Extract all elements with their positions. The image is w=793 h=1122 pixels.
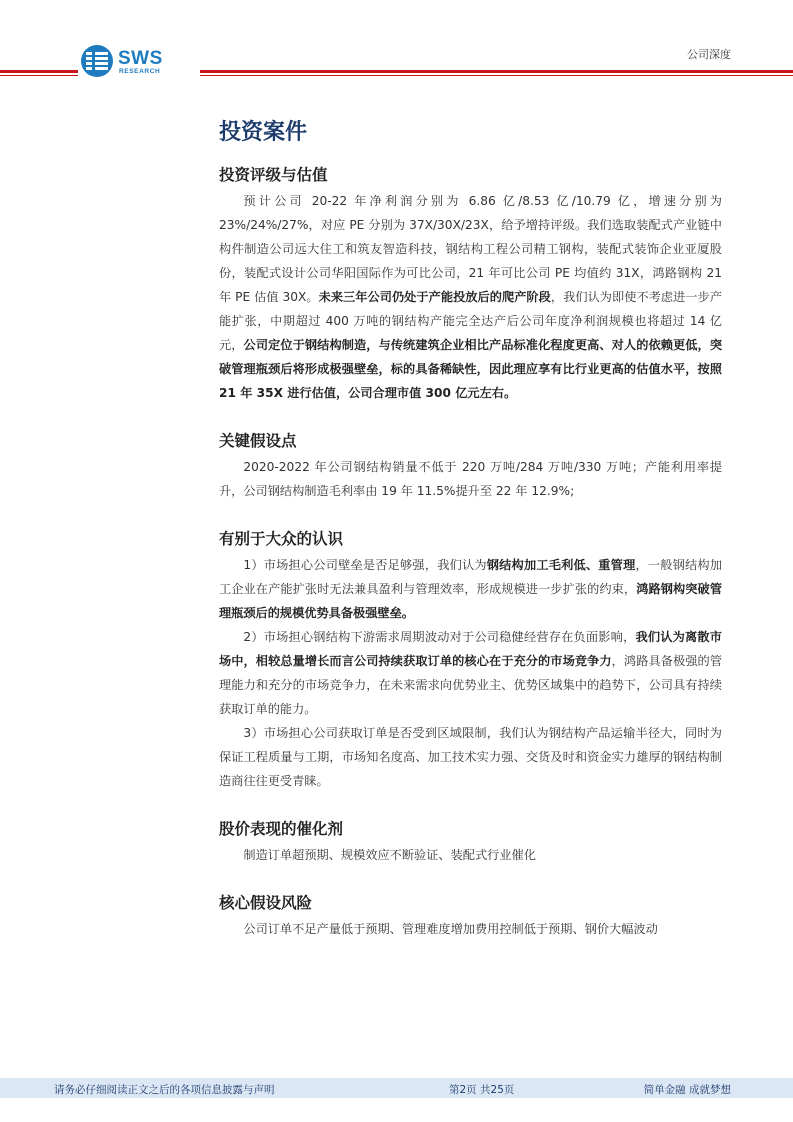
differ-1-bold-2: 鸿路钢构突破管理瓶颈后的规模优势具备极强壁垒。 <box>219 582 723 620</box>
section-heading-assumptions: 关键假设点 <box>219 432 297 450</box>
main-content <box>219 115 722 941</box>
section-heading-catalyst: 股价表现的催化剂 <box>219 820 344 838</box>
header-rule-thin-right <box>200 75 793 76</box>
section-heading-differ: 有别于大众的认识 <box>219 530 344 548</box>
section-heading-rating: 投资评级与估值 <box>219 166 328 184</box>
sws-logo-icon <box>80 44 114 78</box>
differ-item-3: 3）市场担心公司获取订单是否受到区域限制，我们认为钢结构产品运输半径大，同时为保证工程质量与工期，市场知名度高、加工技术实力强、交货及时和资金实力雄厚的钢结构制造商往往更受青睐。 <box>219 726 722 788</box>
header-rule-right <box>200 70 793 73</box>
header-rule-thin-left <box>0 75 78 76</box>
sws-logo <box>80 44 190 80</box>
differ-1-text-a: 1）市场担心公司壁垒是否足够强，我们认为 <box>243 558 487 572</box>
page-title: 投资案件 <box>219 120 308 145</box>
rating-bold-2: 公司定位于钢结构制造，与传统建筑企业相比产品标准化程度更高、对人的依赖更低，突破管理瓶颈后将形成极强壁垒，标的具备稀缺性，因此理应享有比行业更高的估值水平，按照 21 年 35X 进行估值，公司合理市值 300 亿元左右。 <box>219 338 723 400</box>
rating-paragraph <box>219 189 722 405</box>
report-type-label: 公司深度 <box>687 48 731 61</box>
logo-subtext: RESEARCH <box>119 68 161 75</box>
differ-2-text-c: ，鸿路具备极强的管理能力和充分的市场竞争力，在未来需求向优势业主、优势区域集中的趋势下，公司具有持续获取订单的能力。 <box>219 654 723 716</box>
rating-bold-1: 未来三年公司仍处于产能投放后的爬产阶段 <box>318 290 551 304</box>
differ-2-bold-1: 我们认为离散市场中，相较总量增长而言公司持续获取订单的核心在于充分的市场竞争力 <box>219 630 722 668</box>
catalyst-paragraph: 制造订单超预期、规模效应不断验证、装配式行业催化 <box>243 848 536 862</box>
differ-1-text-c: ，一般钢结构加工企业在产能扩张时无法兼具盈利与管理效率，形成规模进一步扩张的约束， <box>219 558 722 596</box>
rating-text-1: 预计公司 20-22 年净利润分别为 6.86 亿/8.53 亿/10.79 亿，增速分别为 23%/24%/27%，对应 PE 分别为 37X/30X/23X，给予增持评级。我们选取装配式产业链中构件制造公司远大住工和筑友智造科技，钢结构工程公司精工钢构，装配式装饰企业亚厦股份，装配式设计公司华阳国际作为可比公司，21 年可比公司 PE 均值约 31X，鸿路钢构 21 年 PE 估值 30X。 <box>219 194 722 304</box>
differ-item-2 <box>219 625 722 721</box>
rating-text-2: ，我们认为即使不考虑进一步产能扩张，中期超过 400 万吨的钢结构产能完全达产后公司年度净利润规模也将超过 14 亿元， <box>219 290 723 352</box>
section-heading-risk: 核心假设风险 <box>219 894 313 912</box>
footer-slogan: 简单金融 成就梦想 <box>643 1084 731 1096</box>
differ-1-bold-1: 钢结构加工毛利低、重管理 <box>486 558 636 572</box>
assumptions-paragraph: 2020-2022 年公司钢结构销量不低于 220 万吨/284 万吨/330 万吨；产能利用率提升，公司钢结构制造毛利率由 19 年 11.5%提升至 22 年 12.9%; <box>219 460 722 498</box>
logo-text: SWS <box>118 48 163 69</box>
header-rule-left <box>0 70 78 73</box>
differ-2-text-a: 2）市场担心钢结构下游需求周期波动对于公司稳健经营存在负面影响， <box>243 630 636 644</box>
differ-item-1 <box>219 553 722 625</box>
footer-disclaimer: 请务必仔细阅读正文之后的各项信息披露与声明 <box>54 1084 275 1096</box>
risk-paragraph: 公司订单不足产量低于预期、管理难度增加费用控制低于预期、钢价大幅波动 <box>243 922 658 936</box>
page-number: 第2页 共25页 <box>449 1084 515 1096</box>
